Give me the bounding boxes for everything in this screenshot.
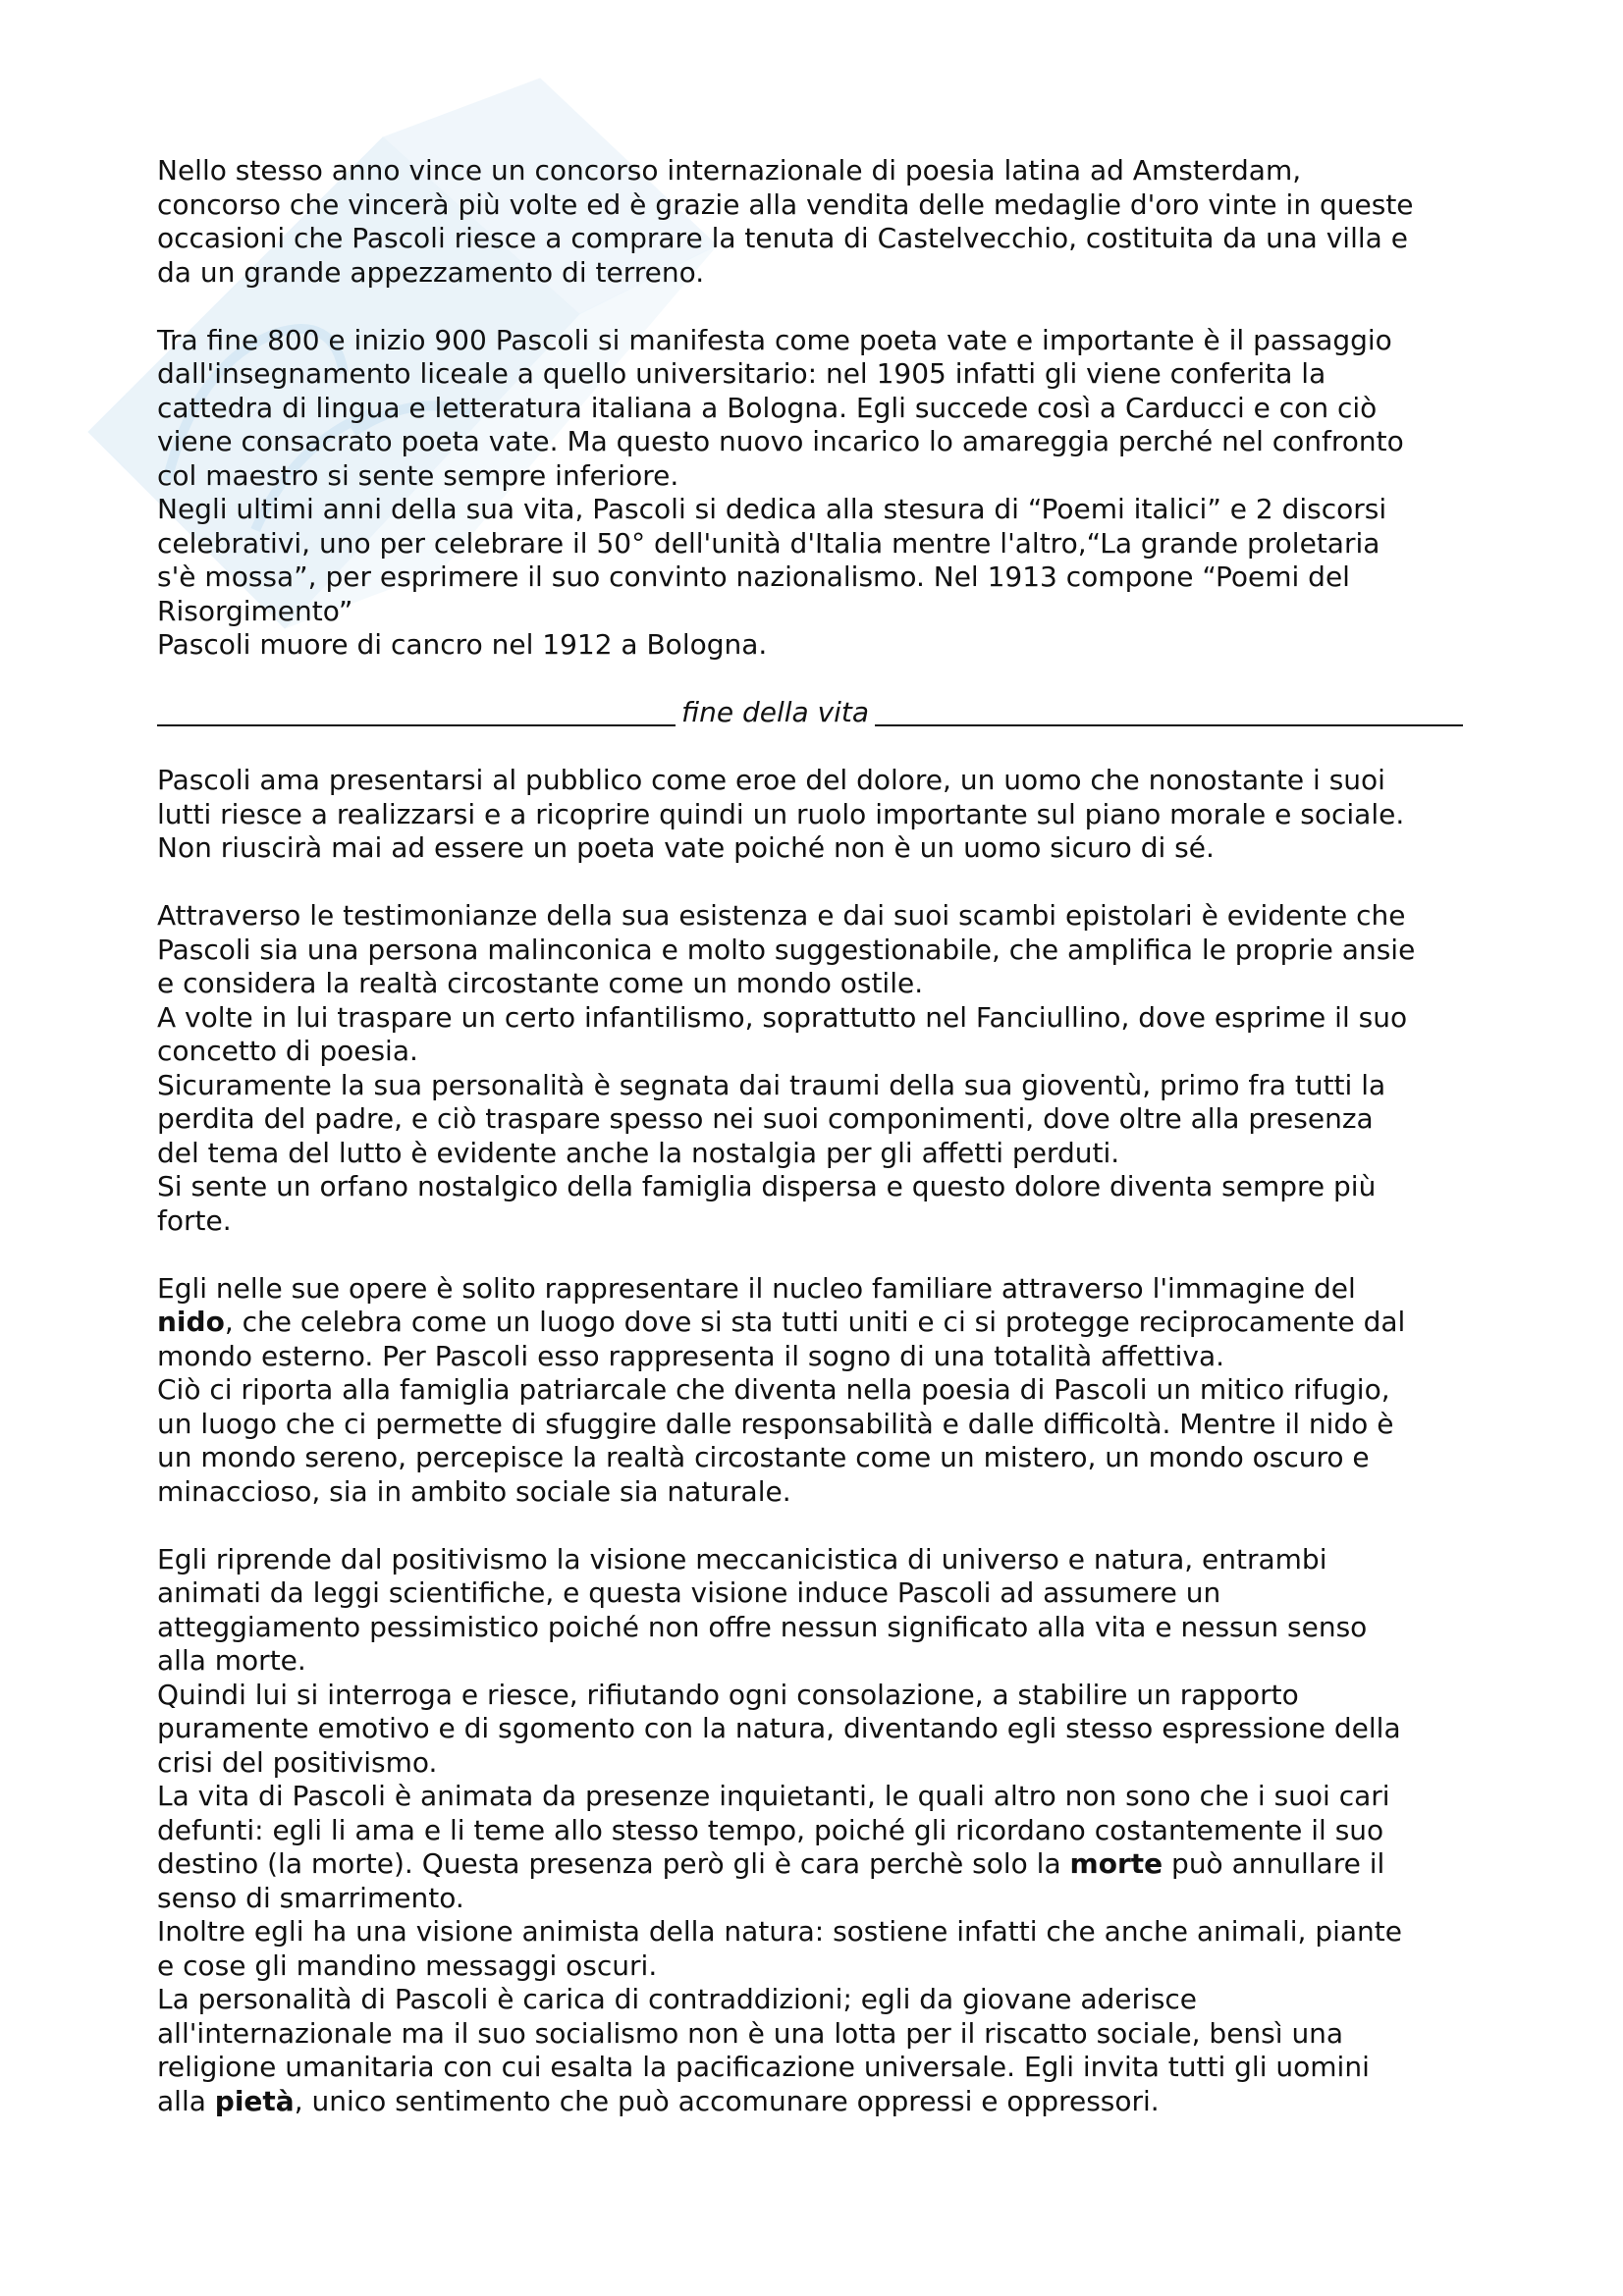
text-line: da un grande appezzamento di terreno. — [157, 255, 705, 289]
text-line: del tema del lutto è evidente anche la nostalgia per gli affetti perduti. — [157, 1136, 1120, 1169]
text-span: , che celebra come un luogo dove si sta tutti uniti e ci si protegge reciprocamente dal — [224, 1306, 1406, 1338]
bold-term-morte: morte — [1069, 1847, 1163, 1880]
text-line: s'è mossa”, per esprimere il suo convinto nazionalismo. Nel 1913 compone “Poemi del — [157, 561, 1350, 593]
text-line: col maestro si sente sempre inferiore. — [157, 458, 679, 492]
text-line — [157, 2085, 1492, 2119]
text-span: destino (la morte). Questa presenza però gli è cara perchè solo la — [157, 1847, 1070, 1880]
text-line: Tra fine 800 e inizio 900 Pascoli si manifesta come poeta vate e importante è il passaggio — [157, 323, 1392, 356]
text-line: puramente emotivo e di sgomento con la natura, diventando egli stesso espressione della — [157, 1712, 1401, 1744]
text-line: alla morte. — [157, 1644, 306, 1677]
text-line: Nello stesso anno vince un concorso internazionale di poesia latina ad Amsterdam, — [157, 154, 1302, 187]
text-line: e considera la realtà circostante come un mondo ostile. — [157, 967, 924, 999]
text-span: alla — [157, 2084, 215, 2117]
text-line: Non riuscirà mai ad essere un poeta vate poiché non è un uomo sicuro di sé. — [157, 831, 1215, 864]
text-line: mondo esterno. Per Pascoli esso rappresenta il sogno di una totalità affettiva. — [157, 1339, 1225, 1372]
text-line: Negli ultimi anni della sua vita, Pascoli si dedica alla stesura di “Poemi italici” e 2 discorsi — [157, 493, 1387, 525]
text-span: può annullare il — [1163, 1847, 1385, 1880]
text-line: Pascoli muore di cancro nel 1912 a Bologna. — [157, 628, 768, 661]
text-line: celebrativi, uno per celebrare il 50° dell'unità d'Italia mentre l'altro,“La grande proletaria — [157, 526, 1380, 560]
text-line: Attraverso le testimonianze della sua esistenza e dai suoi scambi epistolari è evidente che — [157, 899, 1406, 932]
text-line: atteggiamento pessimistico poiché non offre nessun significato alla vita e nessun senso — [157, 1610, 1368, 1643]
text-line: forte. — [157, 1203, 232, 1237]
text-line: un luogo che ci permette di sfuggire dalle responsabilità e dalle difficoltà. Mentre il nido è — [157, 1407, 1394, 1440]
text-line: Risorgimento” — [157, 594, 353, 627]
paragraph-spacer — [157, 866, 1492, 900]
text-line: e cose gli mandino messaggi oscuri. — [157, 1949, 658, 1982]
paragraph-positivismo — [157, 1543, 1492, 2119]
divider-label: fine della vita — [681, 696, 870, 728]
text-line: La vita di Pascoli è animata da presenze inquietanti, le quali altro non sono che i suoi cari — [157, 1780, 1390, 1812]
text-line: crisi del positivismo. — [157, 1745, 438, 1779]
bold-term-pieta: pietà — [214, 2084, 295, 2117]
text-span: , unico sentimento che può accomunare oppressi e oppressori. — [294, 2084, 1160, 2117]
paragraph-poeta-vate — [157, 324, 1492, 663]
text-line: Pascoli ama presentarsi al pubblico come eroe del dolore, un uomo che nonostante i suoi — [157, 764, 1385, 796]
document-body — [157, 154, 1492, 2118]
text-line: concorso che vincerà più volte ed è grazie alla vendita delle medaglie d'oro vinte in queste — [157, 187, 1414, 221]
text-line: perdita del padre, e ciò traspare spesso nei suoi componimenti, dove oltre alla presenza — [157, 1102, 1374, 1135]
divider-rule-left — [157, 724, 676, 726]
text-line — [157, 1847, 1492, 1882]
bold-term-nido: nido — [157, 1306, 225, 1338]
text-line: La personalità di Pascoli è carica di contraddizioni; egli da giovane aderisce — [157, 1983, 1198, 2015]
text-line: Egli riprende dal positivismo la visione meccanicistica di universo e natura, entrambi — [157, 1542, 1327, 1575]
text-line: dall'insegnamento liceale a quello universitario: nel 1905 infatti gli viene conferita la — [157, 357, 1326, 390]
text-line: occasioni che Pascoli riesce a comprare la tenuta di Castelvecchio, costituita da una villa e — [157, 222, 1408, 254]
paragraph-spacer — [157, 1238, 1492, 1272]
text-line: Sicuramente la sua personalità è segnata dai traumi della sua gioventù, primo fra tutti la — [157, 1068, 1386, 1101]
text-line: Egli nelle sue opere è solito rappresentare il nucleo familiare attraverso l'immagine del — [157, 1271, 1356, 1305]
paragraph-personalita — [157, 899, 1492, 1238]
text-line: all'internazionale ma il suo socialismo non è una lotta per il riscatto sociale, bensì una — [157, 2016, 1344, 2050]
text-line: Si sente un orfano nostalgico della famiglia dispersa e questo dolore diventa sempre più — [157, 1170, 1377, 1202]
section-divider — [157, 696, 1463, 730]
text-line: senso di smarrimento. — [157, 1881, 464, 1914]
paragraph-nido — [157, 1272, 1492, 1510]
text-line: defunti: egli li ama e li teme allo stesso tempo, poiché gli ricordano costantemente il suo — [157, 1813, 1384, 1846]
paragraph-spacer — [157, 730, 1492, 765]
text-line: cattedra di lingua e letteratura italiana a Bologna. Egli succede così a Carducci e con ciò — [157, 391, 1378, 424]
text-line: viene consacrato poeta vate. Ma questo nuovo incarico lo amareggia perché nel confronto — [157, 425, 1404, 457]
text-line — [157, 1306, 1492, 1340]
paragraph-eroe-del-dolore — [157, 764, 1492, 866]
paragraph-spacer — [157, 663, 1492, 697]
text-line: Ciò ci riporta alla famiglia patriarcale che diventa nella poesia di Pascoli un mitico rifugio, — [157, 1373, 1390, 1406]
text-line: animati da leggi scientifiche, e questa visione induce Pascoli ad assumere un — [157, 1576, 1221, 1609]
text-line: A volte in lui traspare un certo infantilismo, soprattutto nel Fanciullino, dove esprime il suo — [157, 1000, 1408, 1034]
divider-rule-right — [875, 724, 1463, 726]
text-line: religione umanitaria con cui esalta la pacificazione universale. Egli invita tutti gli uomini — [157, 2051, 1370, 2083]
text-line: Quindi lui si interroga e riesce, rifiutando ogni consolazione, a stabilire un rapporto — [157, 1678, 1299, 1711]
text-line: Pascoli sia una persona malinconica e molto suggestionabile, che amplifica le proprie ansie — [157, 933, 1416, 966]
text-line: concetto di poesia. — [157, 1035, 418, 1067]
text-line: minaccioso, sia in ambito sociale sia naturale. — [157, 1474, 791, 1508]
text-line: lutti riesce a realizzarsi e a ricoprire quindi un ruolo importante sul piano morale e sociale. — [157, 797, 1405, 830]
text-line: Inoltre egli ha una visione animista della natura: sostiene infatti che anche animali, piante — [157, 1915, 1402, 1948]
paragraph-spacer — [157, 290, 1492, 324]
text-line: un mondo sereno, percepisce la realtà circostante come un mistero, un mondo oscuro e — [157, 1441, 1370, 1473]
paragraph-spacer — [157, 1509, 1492, 1543]
paragraph-amsterdam-contest — [157, 154, 1492, 290]
